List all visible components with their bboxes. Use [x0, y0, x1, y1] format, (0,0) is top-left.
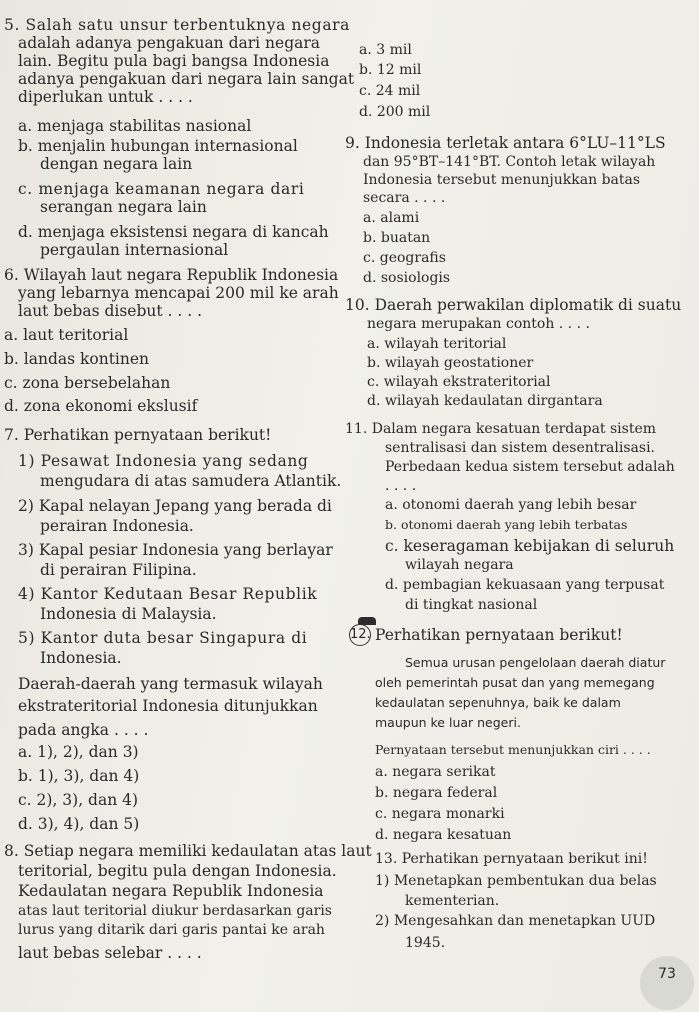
q7-statement-3-cont: di perairan Filipina. [40, 561, 197, 579]
q5-stem-line: diperlukan untuk . . . . [18, 88, 193, 106]
q7-question-line: Daerah-daerah yang termasuk wilayah [18, 675, 323, 693]
q11-option-d: d. pembagian kekuasaan yang terpusat [385, 577, 665, 593]
q13-stem: 13. Perhatikan pernyataan berikut ini! [375, 851, 648, 867]
q11-option-c: c. keseragaman kebijakan di seluruh [385, 537, 675, 555]
q7-statement-5: 5) Kantor duta besar Singapura di [18, 629, 308, 647]
q5-option-d: d. menjaga eksistensi negara di kancah [18, 223, 329, 241]
q10-stem-line: 10. Daerah perwakilan diplomatik di suatu [345, 296, 682, 314]
q5-stem-line: adanya pengakuan dari negara lain sangat [18, 70, 355, 88]
q8-option-c: c. 24 mil [359, 83, 421, 99]
q6-option-b: b. landas kontinen [4, 350, 150, 368]
q5-option-c: c. menjaga keamanan negara dari [18, 180, 305, 198]
q5-option-b: b. menjalin hubungan internasional [18, 137, 298, 155]
q7-option-b: b. 1), 3), dan 4) [18, 767, 140, 785]
q9-option-a: a. alami [363, 210, 420, 226]
q8-option-b: b. 12 mil [359, 62, 422, 78]
q10-option-a: a. wilayah teritorial [367, 336, 507, 352]
q12-box-line: maupun ke luar negeri. [375, 715, 521, 730]
q5-option-b-cont: dengan negara lain [40, 155, 193, 173]
q9-option-d: d. sosiologis [363, 270, 451, 286]
q7-question-line: pada angka . . . . [18, 721, 149, 739]
q9-option-b: b. buatan [363, 230, 431, 246]
q12-option-b: b. negara federal [375, 785, 498, 801]
q10-option-b: b. wilayah geostationer [367, 355, 534, 371]
q12-box-line: Semua urusan pengelolaan daerah diatur [405, 655, 666, 670]
q5-option-a: a. menjaga stabilitas nasional [18, 117, 252, 135]
q11-stem-line: . . . . [385, 478, 417, 494]
q8-stem-line: atas laut teritorial diukur berdasarkan garis [18, 903, 332, 919]
q9-stem-line: 9. Indonesia terletak antara 6°LU–11°LS [345, 134, 666, 152]
q7-option-c: c. 2), 3), dan 4) [18, 791, 139, 809]
q5-stem-line: lain. Begitu pula bagi bangsa Indonesia [18, 52, 330, 70]
q13-statement-1: 1) Menetapkan pembentukan dua belas [375, 873, 657, 889]
q6-option-d: d. zona ekonomi ekslusif [4, 397, 198, 415]
q12-stem: Perhatikan pernyataan berikut! [375, 626, 623, 644]
q9-stem-line: Indonesia tersebut menunjukkan batas [363, 172, 641, 188]
q7-statement-1-cont: mengudara di atas samudera Atlantik. [40, 472, 342, 490]
q9-stem-line: dan 95°BT–141°BT. Contoh letak wilayah [363, 154, 656, 170]
q12-question: Pernyataan tersebut menunjukkan ciri . . . . [375, 742, 651, 757]
q7-stem: 7. Perhatikan pernyataan berikut! [4, 426, 272, 444]
q13-statement-1-cont: kementerian. [405, 893, 500, 909]
q8-stem-line: laut bebas selebar . . . . [18, 944, 202, 962]
page-number: 73 [658, 966, 676, 982]
q10-option-c: c. wilayah ekstrateritorial [367, 374, 551, 390]
q11-option-d-cont: di tingkat nasional [405, 597, 538, 613]
q11-option-b: b. otonomi daerah yang lebih terbatas [385, 517, 628, 532]
q9-option-c: c. geografis [363, 250, 446, 266]
q12-option-a: a. negara serikat [375, 764, 496, 780]
q13-statement-2: 2) Mengesahkan dan menetapkan UUD [375, 913, 656, 929]
q11-option-c-cont: wilayah negara [405, 557, 514, 573]
q6-stem-line: laut bebas disebut . . . . [18, 302, 203, 320]
q12-number-badge: 12. [349, 624, 371, 646]
q7-statement-1: 1) Pesawat Indonesia yang sedang [18, 452, 309, 470]
page-number-badge [640, 956, 694, 1010]
q7-statement-3: 3) Kapal pesiar Indonesia yang berlayar [18, 541, 333, 559]
q5-stem-line: adalah adanya pengakuan dari negara [18, 34, 321, 52]
q10-stem-line: negara merupakan contoh . . . . [367, 316, 590, 332]
q7-statement-2: 2) Kapal nelayan Jepang yang berada di [18, 497, 332, 515]
q5-stem-line: 5. Salah satu unsur terbentuknya negara [4, 16, 351, 34]
q13-statement-2-cont: 1945. [405, 935, 446, 951]
q12-box-line: kedaulatan sepenuhnya, baik ke dalam [375, 695, 621, 710]
q9-stem-line: secara . . . . [363, 190, 446, 206]
q7-statement-2-cont: perairan Indonesia. [40, 517, 194, 535]
q8-stem-line: teritorial, begitu pula dengan Indonesia. [18, 862, 337, 880]
q8-option-a: a. 3 mil [359, 42, 412, 58]
q12-option-c: c. negara monarki [375, 806, 505, 822]
q8-stem-line: Kedaulatan negara Republik Indonesia [18, 882, 324, 900]
q11-stem-line: sentralisasi dan sistem desentralisasi. [385, 440, 656, 456]
q7-option-d: d. 3), 4), dan 5) [18, 815, 140, 833]
q7-option-a: a. 1), 2), dan 3) [18, 743, 139, 761]
q6-stem-line: 6. Wilayah laut negara Republik Indonesia [4, 266, 339, 284]
q8-stem-line: lurus yang ditarik dari garis pantai ke arah [18, 922, 325, 938]
q6-stem-line: yang lebarnya mencapai 200 mil ke arah [18, 284, 339, 302]
q7-statement-5-cont: Indonesia. [40, 649, 122, 667]
q12-box-line: oleh pemerintah pusat dan yang memegang [375, 675, 655, 690]
q7-question-line: ekstrateritorial Indonesia ditunjukkan [18, 697, 318, 715]
q10-option-d: d. wilayah kedaulatan dirgantara [367, 393, 603, 409]
q11-stem-line: 11. Dalam negara kesatuan terdapat sistem [345, 421, 657, 437]
q6-option-a: a. laut teritorial [4, 326, 129, 344]
q11-stem-line: Perbedaan kedua sistem tersebut adalah [385, 459, 675, 475]
q11-option-a: a. otonomi daerah yang lebih besar [385, 497, 637, 513]
q5-option-d-cont: pergaulan internasional [40, 241, 229, 259]
q8-option-d: d. 200 mil [359, 104, 431, 120]
q6-option-c: c. zona bersebelahan [4, 374, 171, 392]
q5-option-c-cont: serangan negara lain [40, 198, 207, 216]
q12-option-d: d. negara kesatuan [375, 827, 512, 843]
q8-stem-line: 8. Setiap negara memiliki kedaulatan atas laut [4, 842, 372, 860]
q7-statement-4-cont: Indonesia di Malaysia. [40, 605, 217, 623]
q7-statement-4: 4) Kantor Kedutaan Besar Republik [18, 585, 318, 603]
